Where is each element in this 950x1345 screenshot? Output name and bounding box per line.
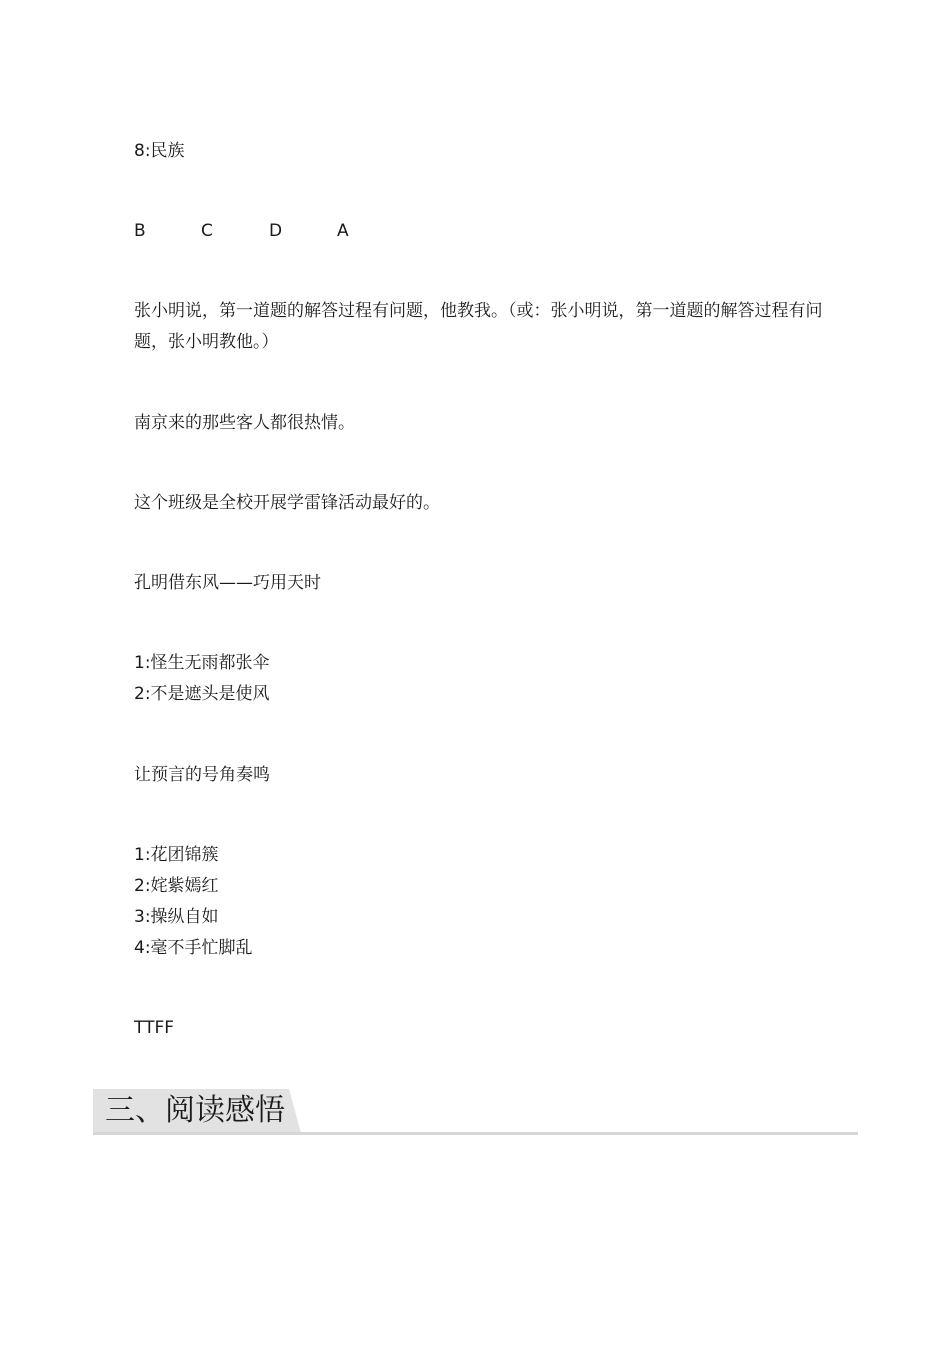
idiom-2: 2:姹紫嫣红 (134, 876, 219, 896)
idiom-4: 4:毫不手忙脚乱 (134, 938, 253, 958)
sentence-rewrite-1 (134, 296, 844, 358)
section-divider (93, 1132, 858, 1135)
title-answer: 让预言的号角奏鸣 (134, 765, 270, 785)
section-title: 三、阅读感悟 (105, 1093, 285, 1128)
true-false-answer: TTFF (134, 1018, 175, 1038)
poem-answer (134, 648, 844, 710)
choice-3: D (269, 221, 283, 241)
poem-line-2: 2:不是遮头是使风 (134, 684, 270, 704)
answer-item-8: 8:民族 (134, 141, 185, 161)
choice-2: C (201, 221, 213, 241)
choice-1: B (134, 221, 146, 241)
sentence-rewrite-1-text: 张小明说，第一道题的解答过程有问题，他教我。（或：张小明说，第一道题的解答过程有问题，张小明教他。） (134, 301, 823, 352)
sentence-rewrite-2: 南京来的那些客人都很热情。 (134, 413, 355, 433)
idiom-answers (134, 840, 844, 964)
story-answer: 孔明借东风——巧用天时 (134, 573, 321, 593)
idiom-1: 1:花团锦簇 (134, 845, 219, 865)
choice-4: A (337, 221, 349, 241)
sentence-rewrite-3: 这个班级是全校开展学雷锋活动最好的。 (134, 493, 440, 513)
section-header (93, 1089, 858, 1135)
poem-line-1: 1:怪生无雨都张伞 (134, 653, 270, 673)
idiom-3: 3:操纵自如 (134, 907, 219, 927)
